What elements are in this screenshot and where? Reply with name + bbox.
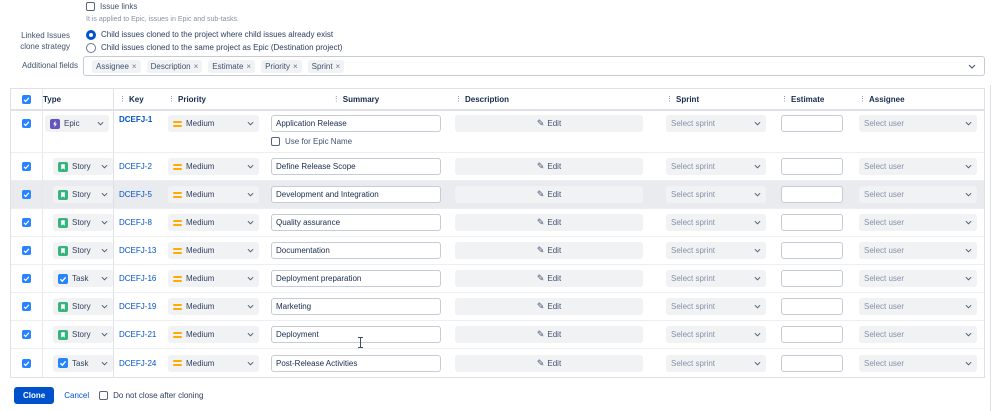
column-header-key: Key bbox=[129, 94, 144, 104]
strategy-option-label: Child issues cloned to the same project as Epic (Destination project) bbox=[101, 43, 343, 52]
type-label: Story bbox=[72, 302, 91, 311]
scrollbar-track[interactable] bbox=[990, 85, 991, 411]
sprint-select[interactable] bbox=[666, 186, 766, 203]
type-select[interactable] bbox=[53, 355, 113, 372]
priority-select[interactable] bbox=[168, 355, 259, 372]
sprint-select[interactable] bbox=[666, 158, 766, 175]
chevron-down-icon bbox=[965, 361, 972, 366]
chevron-down-icon bbox=[754, 192, 761, 197]
story-icon bbox=[58, 246, 68, 256]
assignee-placeholder: Select user bbox=[864, 246, 905, 255]
pencil-icon: ✎ bbox=[536, 245, 545, 255]
assignee-select[interactable] bbox=[859, 158, 977, 175]
field-tag-label: Assignee bbox=[96, 61, 129, 71]
chevron-down-icon bbox=[247, 220, 254, 225]
priority-medium-icon bbox=[173, 219, 182, 227]
estimate-input[interactable] bbox=[781, 214, 843, 231]
priority-label: Medium bbox=[186, 330, 215, 339]
issue-key-link[interactable]: DCEFJ-1 bbox=[119, 115, 153, 124]
additional-fields-tags bbox=[92, 60, 344, 73]
chevron-down-icon bbox=[101, 248, 108, 253]
sprint-select[interactable] bbox=[666, 270, 766, 287]
priority-medium-icon bbox=[173, 359, 182, 367]
sprint-select[interactable] bbox=[666, 355, 766, 372]
row-checkbox[interactable] bbox=[22, 162, 31, 171]
sprint-placeholder: Select sprint bbox=[671, 302, 716, 311]
type-label: Story bbox=[72, 218, 91, 227]
chevron-down-icon bbox=[754, 248, 761, 253]
chevron-down-icon bbox=[101, 332, 108, 337]
assignee-placeholder: Select user bbox=[864, 162, 905, 171]
field-tag[interactable] bbox=[308, 60, 345, 73]
priority-select[interactable] bbox=[168, 214, 259, 231]
edit-label: Edit bbox=[547, 218, 562, 227]
priority-label: Medium bbox=[186, 119, 215, 128]
pencil-icon: ✎ bbox=[536, 118, 545, 128]
issues-table bbox=[10, 88, 985, 378]
column-header-description: Description bbox=[465, 94, 510, 104]
priority-medium-icon bbox=[173, 303, 182, 311]
summary-input[interactable] bbox=[271, 270, 441, 287]
table-row bbox=[11, 153, 984, 181]
sprint-select[interactable] bbox=[666, 214, 766, 231]
field-tag-label: Sprint bbox=[311, 61, 333, 71]
do-not-close-option[interactable] bbox=[99, 391, 203, 400]
epic-name-label: Use for Epic Name bbox=[285, 137, 353, 146]
clone-button[interactable]: Clone bbox=[14, 387, 54, 404]
issue-links-checkbox[interactable] bbox=[86, 2, 95, 11]
edit-description-button[interactable] bbox=[455, 214, 643, 231]
table-header bbox=[11, 89, 984, 111]
row-checkbox[interactable] bbox=[22, 246, 31, 255]
edit-label: Edit bbox=[547, 358, 562, 368]
estimate-input[interactable] bbox=[781, 242, 843, 259]
type-label: Epic bbox=[64, 119, 80, 128]
pencil-icon: ✎ bbox=[536, 189, 545, 199]
chevron-down-icon bbox=[754, 121, 761, 126]
epic-name-option[interactable] bbox=[271, 137, 352, 146]
sprint-placeholder: Select sprint bbox=[671, 246, 716, 255]
assignee-select[interactable] bbox=[859, 270, 977, 287]
estimate-input[interactable] bbox=[781, 158, 843, 175]
estimate-input[interactable] bbox=[781, 186, 843, 203]
sprint-select[interactable] bbox=[666, 242, 766, 259]
assignee-placeholder: Select user bbox=[864, 302, 905, 311]
type-select[interactable] bbox=[53, 186, 113, 203]
sprint-placeholder: Select sprint bbox=[671, 119, 716, 128]
assignee-select[interactable] bbox=[859, 214, 977, 231]
type-label: Story bbox=[72, 246, 91, 255]
sprint-placeholder: Select sprint bbox=[671, 218, 716, 227]
sprint-select[interactable] bbox=[666, 298, 766, 315]
priority-medium-icon bbox=[173, 331, 182, 339]
estimate-input[interactable] bbox=[781, 298, 843, 315]
assignee-placeholder: Select user bbox=[864, 274, 905, 283]
issue-links-option[interactable] bbox=[86, 2, 137, 11]
drag-handle-icon: ⋮ bbox=[168, 95, 175, 103]
field-tag-label: Estimate bbox=[212, 61, 244, 71]
task-icon bbox=[58, 358, 68, 368]
strategy-option-existing-project[interactable] bbox=[86, 29, 342, 40]
table-body bbox=[11, 111, 984, 377]
table-row bbox=[11, 265, 984, 293]
issue-key-link[interactable]: DCEFJ-2 bbox=[119, 162, 152, 171]
cancel-link[interactable]: Cancel bbox=[64, 391, 90, 400]
task-icon bbox=[58, 274, 68, 284]
column-header-estimate: Estimate bbox=[791, 94, 825, 104]
story-icon bbox=[58, 330, 68, 340]
pencil-icon: ✎ bbox=[536, 329, 545, 339]
epic-name-checkbox[interactable] bbox=[271, 137, 280, 146]
row-checkbox[interactable] bbox=[22, 302, 31, 311]
sprint-placeholder: Select sprint bbox=[671, 162, 716, 171]
field-tag[interactable] bbox=[261, 60, 302, 73]
radio-button[interactable] bbox=[86, 30, 96, 40]
drag-handle-icon: ⋮ bbox=[119, 95, 126, 103]
field-tag[interactable] bbox=[208, 60, 255, 73]
row-checkbox[interactable] bbox=[22, 359, 31, 368]
chevron-down-icon bbox=[965, 304, 972, 309]
edit-label: Edit bbox=[547, 119, 562, 128]
edit-description-button[interactable] bbox=[455, 355, 643, 372]
issue-key-link[interactable]: DCEFJ-5 bbox=[119, 190, 152, 199]
story-icon bbox=[58, 302, 68, 312]
priority-select[interactable] bbox=[168, 242, 259, 259]
sprint-placeholder: Select sprint bbox=[671, 274, 716, 283]
edit-label: Edit bbox=[547, 302, 562, 311]
type-label: Task bbox=[72, 274, 89, 283]
priority-select[interactable] bbox=[168, 270, 259, 287]
edit-description-button[interactable] bbox=[455, 270, 643, 287]
additional-fields-label: Additional fields bbox=[21, 61, 78, 70]
type-label: Story bbox=[72, 190, 91, 199]
chevron-down-icon bbox=[101, 220, 108, 225]
priority-label: Medium bbox=[186, 302, 215, 311]
chevron-down-icon bbox=[247, 121, 254, 126]
radio-button[interactable] bbox=[86, 43, 96, 53]
priority-medium-icon bbox=[173, 163, 182, 171]
remove-tag-icon[interactable]: × bbox=[292, 61, 298, 71]
remove-tag-icon[interactable]: × bbox=[131, 61, 137, 71]
assignee-placeholder: Select user bbox=[864, 190, 905, 199]
issue-links-help-text: It is applied to Epic, issues in Epic and sub-tasks. bbox=[86, 16, 239, 23]
priority-medium-icon bbox=[173, 191, 182, 199]
field-tag[interactable] bbox=[147, 60, 203, 73]
chevron-down-icon bbox=[247, 276, 254, 281]
issue-links-label: Issue links bbox=[100, 2, 138, 11]
story-icon bbox=[58, 162, 68, 172]
assignee-placeholder: Select user bbox=[864, 330, 905, 339]
drag-handle-icon: ⋮ bbox=[781, 95, 788, 103]
assignee-select[interactable] bbox=[859, 186, 977, 203]
chevron-down-icon bbox=[965, 332, 972, 337]
column-header-assignee: Assignee bbox=[869, 94, 905, 104]
table-row bbox=[11, 111, 984, 153]
sprint-placeholder: Select sprint bbox=[671, 358, 716, 368]
strategy-option-label: Child issues cloned to the project where child issues already exist bbox=[101, 30, 334, 39]
chevron-down-icon bbox=[101, 276, 108, 281]
assignee-placeholder: Select user bbox=[864, 119, 905, 128]
row-checkbox[interactable] bbox=[22, 190, 31, 199]
field-tag-label: Description bbox=[150, 61, 191, 71]
field-tag[interactable] bbox=[92, 60, 141, 73]
chevron-down-icon bbox=[754, 332, 761, 337]
summary-input[interactable] bbox=[271, 242, 441, 259]
priority-medium-icon bbox=[173, 120, 182, 128]
pencil-icon: ✎ bbox=[536, 273, 545, 283]
do-not-close-label: Do not close after cloning bbox=[113, 391, 204, 400]
edit-label: Edit bbox=[547, 246, 562, 255]
chevron-down-icon bbox=[247, 248, 254, 253]
pencil-icon: ✎ bbox=[536, 301, 545, 311]
summary-input[interactable] bbox=[271, 115, 441, 132]
drag-handle-icon: ⋮ bbox=[332, 95, 340, 103]
edit-description-button[interactable] bbox=[455, 115, 643, 132]
remove-tag-icon[interactable]: × bbox=[335, 61, 341, 71]
chevron-down-icon bbox=[247, 192, 254, 197]
priority-select[interactable] bbox=[168, 158, 259, 175]
chevron-down-icon bbox=[965, 164, 972, 169]
chevron-down-icon bbox=[247, 361, 254, 366]
chevron-down-icon bbox=[965, 248, 972, 253]
strategy-option-destination-project[interactable] bbox=[86, 42, 342, 53]
issue-key-link[interactable]: DCEFJ-24 bbox=[119, 358, 157, 368]
table-row bbox=[11, 321, 984, 349]
remove-tag-icon[interactable]: × bbox=[193, 61, 199, 71]
row-checkbox[interactable] bbox=[22, 330, 31, 339]
summary-input[interactable] bbox=[271, 298, 441, 315]
chevron-down-icon bbox=[101, 192, 108, 197]
priority-label: Medium bbox=[186, 162, 215, 171]
edit-label: Edit bbox=[547, 274, 562, 283]
strategy-field-label: Linked Issues clone strategy bbox=[20, 31, 70, 51]
remove-tag-icon[interactable]: × bbox=[246, 61, 252, 71]
priority-select[interactable] bbox=[168, 186, 259, 203]
edit-label: Edit bbox=[547, 190, 562, 199]
type-label: Task bbox=[72, 358, 89, 368]
issue-key-link[interactable]: DCEFJ-13 bbox=[119, 246, 157, 255]
assignee-select[interactable] bbox=[859, 326, 977, 343]
estimate-input[interactable] bbox=[781, 270, 843, 287]
row-checkbox[interactable] bbox=[22, 218, 31, 227]
column-header-sprint: Sprint bbox=[676, 94, 700, 104]
chevron-down-icon bbox=[754, 220, 761, 225]
priority-label: Medium bbox=[186, 358, 215, 368]
table-row bbox=[11, 181, 984, 209]
chevron-down-icon bbox=[754, 304, 761, 309]
issue-key-link[interactable]: DCEFJ-16 bbox=[119, 274, 157, 283]
pencil-icon: ✎ bbox=[536, 217, 545, 227]
priority-label: Medium bbox=[186, 218, 215, 227]
chevron-down-icon bbox=[101, 304, 108, 309]
priority-label: Medium bbox=[186, 246, 215, 255]
table-row bbox=[11, 293, 984, 321]
chevron-down-icon bbox=[101, 361, 108, 366]
edit-label: Edit bbox=[547, 162, 562, 171]
edit-description-button[interactable] bbox=[455, 326, 643, 343]
type-select[interactable] bbox=[53, 158, 113, 175]
estimate-input[interactable] bbox=[781, 115, 843, 132]
epic-icon bbox=[50, 119, 60, 129]
issue-key-link[interactable]: DCEFJ-8 bbox=[119, 218, 152, 227]
summary-input[interactable] bbox=[271, 186, 441, 203]
priority-medium-icon bbox=[173, 247, 182, 255]
chevron-down-icon bbox=[754, 276, 761, 281]
sprint-placeholder: Select sprint bbox=[671, 190, 716, 199]
story-icon bbox=[58, 218, 68, 228]
type-select[interactable] bbox=[53, 270, 113, 287]
chevron-down-icon bbox=[965, 276, 972, 281]
row-checkbox[interactable] bbox=[22, 274, 31, 283]
assignee-select[interactable] bbox=[859, 115, 977, 132]
table-row bbox=[11, 237, 984, 265]
type-label: Story bbox=[72, 330, 91, 339]
sprint-placeholder: Select sprint bbox=[671, 330, 716, 339]
edit-label: Edit bbox=[547, 330, 562, 339]
column-header-priority: Priority bbox=[178, 94, 207, 104]
row-checkbox[interactable] bbox=[22, 119, 31, 128]
chevron-down-icon bbox=[247, 332, 254, 337]
select-all-checkbox[interactable] bbox=[22, 95, 31, 104]
table-row bbox=[11, 349, 984, 377]
type-select[interactable] bbox=[53, 242, 113, 259]
strategy-options bbox=[86, 29, 342, 53]
priority-select[interactable] bbox=[168, 326, 259, 343]
chevron-down-icon bbox=[247, 164, 254, 169]
chevron-down-icon bbox=[965, 220, 972, 225]
issue-key-link[interactable]: DCEFJ-21 bbox=[119, 330, 157, 339]
chevron-down-icon[interactable] bbox=[968, 64, 976, 69]
drag-handle-icon: ⋮ bbox=[859, 95, 866, 103]
priority-medium-icon bbox=[173, 275, 182, 283]
drag-handle-icon: ⋮ bbox=[455, 95, 462, 103]
sprint-select[interactable] bbox=[666, 326, 766, 343]
chevron-down-icon bbox=[101, 164, 108, 169]
type-select[interactable] bbox=[53, 326, 113, 343]
text-cursor-ibeam bbox=[356, 336, 365, 349]
assignee-select[interactable] bbox=[859, 355, 977, 372]
drag-handle-icon: ⋮ bbox=[666, 95, 673, 103]
chevron-down-icon bbox=[754, 164, 761, 169]
priority-select[interactable] bbox=[168, 298, 259, 315]
assignee-select[interactable] bbox=[859, 242, 977, 259]
edit-description-button[interactable] bbox=[455, 242, 643, 259]
chevron-down-icon bbox=[965, 192, 972, 197]
type-label: Story bbox=[72, 162, 91, 171]
column-header-type: Type bbox=[43, 94, 62, 104]
estimate-input[interactable] bbox=[781, 355, 843, 372]
assignee-placeholder: Select user bbox=[864, 218, 905, 227]
priority-label: Medium bbox=[186, 274, 215, 283]
pencil-icon: ✎ bbox=[536, 161, 545, 171]
column-header-summary: Summary bbox=[342, 94, 380, 104]
chevron-down-icon bbox=[754, 361, 761, 366]
estimate-input[interactable] bbox=[781, 326, 843, 343]
story-icon bbox=[58, 190, 68, 200]
edit-description-button[interactable] bbox=[455, 298, 643, 315]
table-row bbox=[11, 209, 984, 237]
edit-description-button[interactable] bbox=[455, 186, 643, 203]
priority-label: Medium bbox=[186, 190, 215, 199]
type-select[interactable] bbox=[45, 115, 109, 132]
summary-input[interactable] bbox=[271, 214, 441, 231]
type-select[interactable] bbox=[53, 298, 113, 315]
edit-description-button[interactable] bbox=[455, 158, 643, 175]
summary-input[interactable] bbox=[271, 158, 441, 175]
assignee-placeholder: Select user bbox=[864, 358, 905, 368]
sprint-select[interactable] bbox=[666, 115, 766, 132]
do-not-close-checkbox[interactable] bbox=[99, 391, 108, 400]
additional-fields-select[interactable] bbox=[83, 56, 985, 76]
chevron-down-icon bbox=[97, 121, 104, 126]
field-tag-label: Priority bbox=[265, 61, 290, 71]
issue-key-link[interactable]: DCEFJ-19 bbox=[119, 302, 157, 311]
chevron-down-icon bbox=[965, 121, 972, 126]
summary-input[interactable] bbox=[271, 355, 441, 372]
chevron-down-icon bbox=[247, 304, 254, 309]
type-select[interactable] bbox=[53, 214, 113, 231]
pencil-icon: ✎ bbox=[536, 357, 545, 368]
priority-select[interactable] bbox=[168, 115, 259, 132]
assignee-select[interactable] bbox=[859, 298, 977, 315]
dialog-footer bbox=[14, 387, 203, 404]
